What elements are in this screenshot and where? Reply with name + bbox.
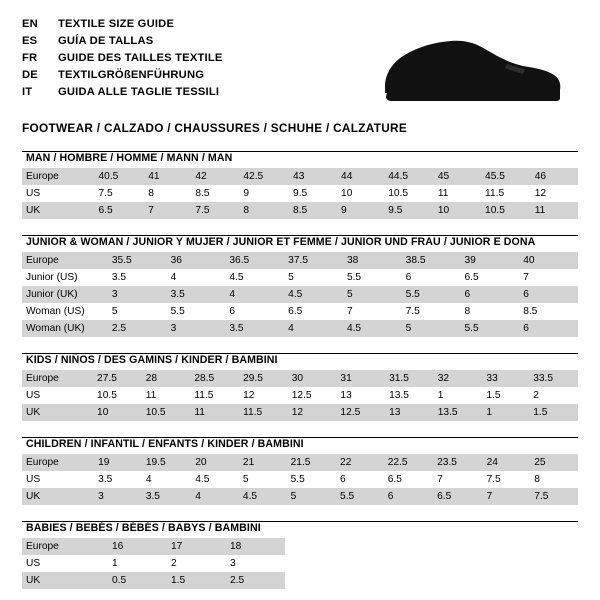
row-label: Europe [22,454,94,471]
size-cell: 10 [93,404,142,421]
row-label: UK [22,488,94,505]
table-row [22,471,578,488]
row-label: Europe [22,168,95,185]
size-cell: 12 [239,387,288,404]
size-cell: 8.5 [191,185,239,202]
size-cell: 7 [433,471,482,488]
size-cell: 31 [336,370,385,387]
size-cell: 10.5 [142,404,191,421]
language-text: GUÍA DE TALLAS [58,35,154,47]
size-cell: 44.5 [384,168,434,185]
size-cell: 11.5 [190,387,239,404]
size-cell: 38.5 [402,252,461,269]
language-row [22,67,223,83]
language-row [22,84,223,100]
table-row [22,555,285,572]
row-label: Europe [22,538,108,555]
size-cell: 3.5 [94,471,142,488]
language-code: IT [22,86,33,98]
size-section-children [22,437,578,505]
size-cell: 9.5 [384,202,434,219]
size-cell: 21 [239,454,287,471]
footwear-title: FOOTWEAR / CALZADO / CHAUSSURES / SCHUHE / CALZATURE [22,121,408,135]
size-cell: 3 [226,555,285,572]
size-cell: 6 [225,303,284,320]
size-cell: 3.5 [167,286,226,303]
size-cell: 6 [402,269,461,286]
size-cell: 6.5 [433,488,482,505]
size-cell: 11 [531,202,578,219]
size-cell: 11.5 [239,404,288,421]
size-cell: 2.5 [226,572,285,589]
size-cell: 1 [434,387,483,404]
size-cell: 6 [519,320,578,337]
size-cell: 3 [94,488,142,505]
row-label: Junior (UK) [22,286,108,303]
size-table [22,370,578,421]
table-row [22,572,285,589]
size-cell: 6.5 [284,303,343,320]
row-label: US [22,555,108,572]
size-cell: 4 [284,320,343,337]
size-cell: 33.5 [529,370,578,387]
size-cell: 33 [482,370,529,387]
row-label: US [22,387,93,404]
row-label: Europe [22,370,93,387]
size-cell: 4.5 [284,286,343,303]
row-label: Junior (US) [22,269,108,286]
size-cell: 40 [519,252,578,269]
size-cell: 13.5 [434,404,483,421]
row-label: UK [22,404,93,421]
size-cell: 12 [531,185,578,202]
row-label: US [22,471,94,488]
size-cell: 7.5 [530,488,578,505]
row-label: US [22,185,95,202]
size-cell: 45 [434,168,481,185]
size-cell: 29.5 [239,370,288,387]
size-table [22,168,578,219]
size-cell: 5.5 [402,286,461,303]
size-cell: 3.5 [142,488,191,505]
size-cell: 12.5 [336,404,385,421]
size-cell: 1 [108,555,167,572]
size-cell: 9 [239,185,289,202]
size-section-junior-woman [22,235,578,337]
size-cell: 1 [482,404,529,421]
language-code: ES [22,35,38,47]
size-cell: 5.5 [287,471,336,488]
size-cell: 12 [288,404,337,421]
header [22,16,578,107]
size-tables [22,151,578,589]
size-cell: 4.5 [239,488,287,505]
size-cell: 5.5 [336,488,384,505]
size-cell: 2 [529,387,578,404]
size-cell: 42.5 [239,168,289,185]
size-cell: 4 [167,269,226,286]
language-list [22,16,223,100]
size-cell: 10 [434,202,481,219]
size-cell: 10.5 [384,185,434,202]
size-cell: 5 [239,471,287,488]
size-cell: 22 [336,454,384,471]
size-cell: 6.5 [384,471,433,488]
section-title: KIDS / NIÑOS / DES GAMINS / KINDER / BAMBINI [26,354,278,366]
size-cell: 30 [288,370,337,387]
language-text: TEXTILGRÖßENFÜHRUNG [58,69,205,81]
size-cell: 6.5 [95,202,145,219]
row-label: Europe [22,252,108,269]
size-cell: 44 [337,168,384,185]
size-cell: 7 [343,303,402,320]
size-cell: 2.5 [108,320,167,337]
table-row [22,269,578,286]
size-cell: 3 [167,320,226,337]
size-cell: 25 [530,454,578,471]
size-cell: 5 [402,320,461,337]
size-cell: 8.5 [289,202,337,219]
size-cell: 6 [460,286,519,303]
size-cell: 8 [460,303,519,320]
size-cell: 19.5 [142,454,191,471]
size-cell: 7.5 [191,202,239,219]
size-cell: 5 [287,488,336,505]
size-section-babies [22,521,578,589]
size-cell: 3.5 [225,320,284,337]
size-cell: 4.5 [191,471,239,488]
table-row [22,404,578,421]
size-cell: 8 [239,202,289,219]
size-cell: 4 [142,471,191,488]
language-code: DE [22,69,38,81]
size-cell: 27.5 [93,370,142,387]
size-cell: 32 [434,370,483,387]
size-cell: 18 [226,538,285,555]
size-cell: 10.5 [481,202,531,219]
size-cell: 5.5 [343,269,402,286]
size-cell: 5 [284,269,343,286]
size-cell: 23.5 [433,454,482,471]
size-cell: 1.5 [482,387,529,404]
size-cell: 5.5 [167,303,226,320]
size-cell: 17 [167,538,226,555]
size-cell: 6 [336,471,384,488]
dress-shoe-icon [377,30,562,107]
language-row [22,50,223,66]
size-cell: 11 [434,185,481,202]
size-cell: 6 [384,488,433,505]
size-table [22,252,578,337]
section-title: MAN / HOMBRE / HOMME / MANN / MAN [26,152,233,164]
size-cell: 41 [144,168,191,185]
language-row [22,33,223,49]
size-cell: 11.5 [481,185,531,202]
size-cell: 13 [336,387,385,404]
table-row [22,320,578,337]
table-row [22,387,578,404]
size-cell: 35.5 [108,252,167,269]
table-row [22,168,578,185]
table-row [22,185,578,202]
size-table [22,454,578,505]
size-cell: 7.5 [402,303,461,320]
language-row [22,16,223,32]
language-code: EN [22,18,38,30]
size-cell: 24 [483,454,531,471]
language-text: GUIDE DES TAILLES TEXTILE [58,52,223,64]
size-cell: 0.5 [108,572,167,589]
size-cell: 19 [94,454,142,471]
section-title: BABIES / BEBÉS / BÉBÉS / BABYS / BAMBINI [26,522,261,534]
table-row [22,252,578,269]
size-cell: 5 [343,286,402,303]
size-cell: 22.5 [384,454,433,471]
size-cell: 7 [519,269,578,286]
language-text: TEXTILE SIZE GUIDE [58,18,175,30]
size-cell: 9 [337,202,384,219]
size-cell: 3.5 [108,269,167,286]
size-cell: 28 [142,370,191,387]
table-row [22,454,578,471]
size-cell: 36.5 [225,252,284,269]
size-cell: 45.5 [481,168,531,185]
size-table [22,538,285,589]
table-row [22,538,285,555]
size-cell: 10 [337,185,384,202]
size-cell: 7 [144,202,191,219]
size-cell: 7 [483,488,531,505]
size-cell: 42 [191,168,239,185]
size-cell: 11 [142,387,191,404]
size-cell: 13.5 [385,387,434,404]
size-cell: 4 [225,286,284,303]
size-cell: 1.5 [529,404,578,421]
size-cell: 7.5 [483,471,531,488]
size-cell: 12.5 [288,387,337,404]
size-cell: 20 [191,454,239,471]
size-cell: 6 [519,286,578,303]
size-section-kids [22,353,578,421]
size-cell: 1.5 [167,572,226,589]
size-cell: 38 [343,252,402,269]
size-cell: 6.5 [460,269,519,286]
size-cell: 43 [289,168,337,185]
size-cell: 28.5 [190,370,239,387]
size-cell: 3 [108,286,167,303]
size-cell: 36 [167,252,226,269]
size-cell: 37.5 [284,252,343,269]
size-section-man [22,151,578,219]
size-cell: 9.5 [289,185,337,202]
section-title: JUNIOR & WOMAN / JUNIOR Y MUJER / JUNIOR ET FEMME / JUNIOR UND FRAU / JUNIOR E DONA [26,236,536,248]
size-cell: 16 [108,538,167,555]
size-cell: 11 [190,404,239,421]
row-label: UK [22,202,95,219]
section-title: CHILDREN / INFANTIL / ENFANTS / KINDER / BAMBINI [26,438,304,450]
language-code: FR [22,52,38,64]
size-cell: 13 [385,404,434,421]
table-row [22,303,578,320]
language-text: GUIDA ALLE TAGLIE TESSILI [58,86,220,98]
size-cell: 31.5 [385,370,434,387]
size-cell: 4 [191,488,239,505]
row-label: UK [22,572,108,589]
size-cell: 2 [167,555,226,572]
table-row [22,488,578,505]
size-cell: 21.5 [287,454,336,471]
size-cell: 5.5 [460,320,519,337]
row-label: Woman (US) [22,303,108,320]
size-cell: 8 [530,471,578,488]
size-cell: 5 [108,303,167,320]
size-cell: 8.5 [519,303,578,320]
size-cell: 46 [531,168,578,185]
row-label: Woman (UK) [22,320,108,337]
size-cell: 39 [460,252,519,269]
size-cell: 4.5 [225,269,284,286]
size-cell: 4.5 [343,320,402,337]
size-cell: 40.5 [95,168,145,185]
table-row [22,370,578,387]
table-row [22,202,578,219]
size-cell: 7.5 [95,185,145,202]
size-cell: 10.5 [93,387,142,404]
size-cell: 8 [144,185,191,202]
table-row [22,286,578,303]
